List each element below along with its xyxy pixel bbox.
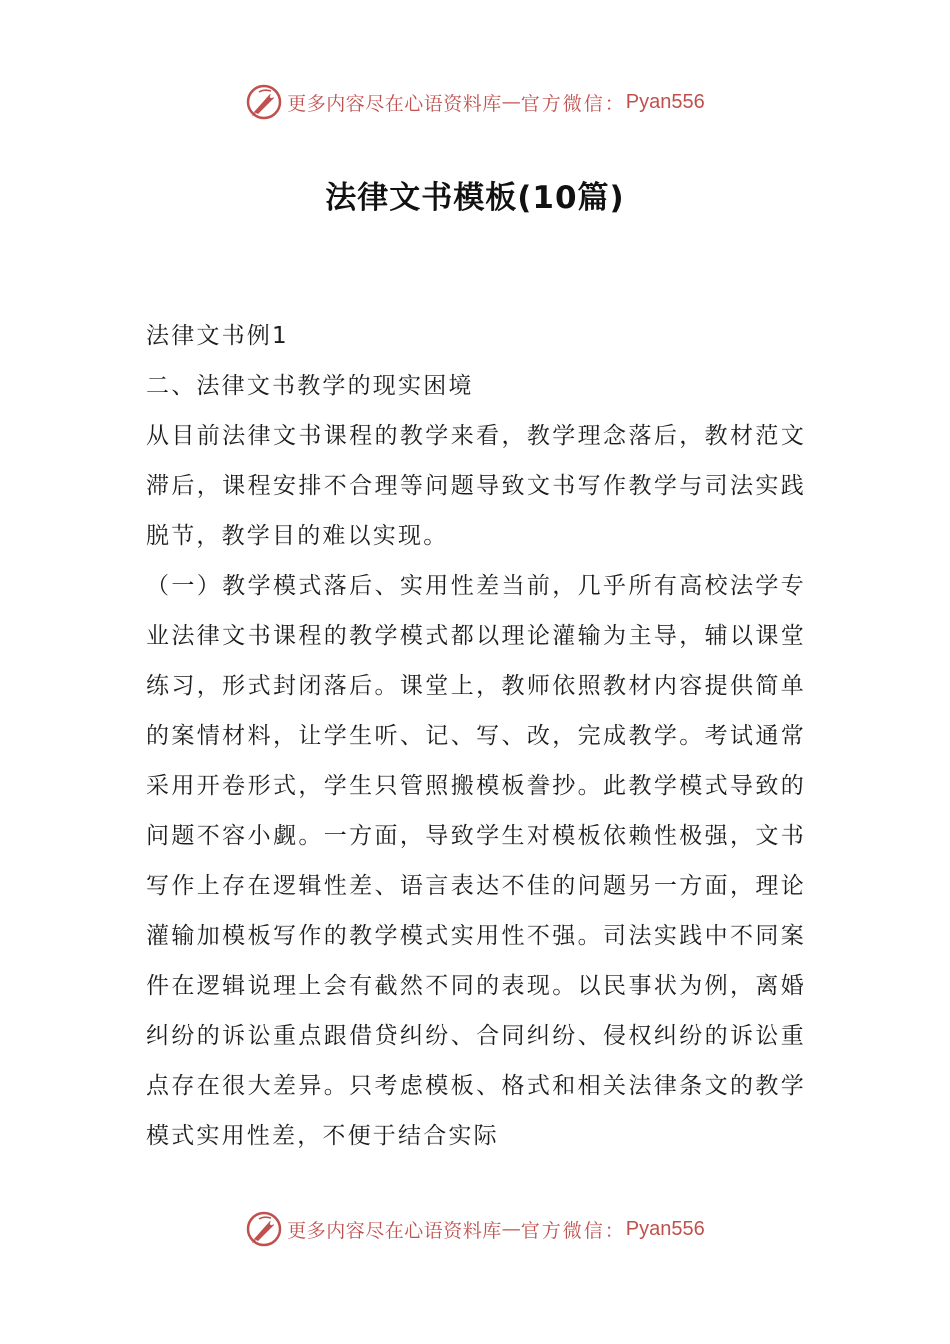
document-body xyxy=(146,311,806,1161)
watermark-wechat-label: 官方微信： xyxy=(520,92,626,115)
watermark-site-text: 更多内容尽在心语资料库 xyxy=(287,1219,502,1242)
body-paragraph: （一）教学模式落后、实用性差当前，几乎所有高校法学专业法律文书课程的教学模式都以理论灌输为主导，辅以课堂练习，形式封闭落后。课堂上，教师依照教材内容提供简单的案情材料，让学生听、记、写、改，完成教学。考试通常采用开卷形式，学生只管照搬模板誊抄。此教学模式导致的问题不容小觑。一方面，导致学生对模板依赖性极强，文书写作上存在逻辑性差、语言表达不佳的问题另一方面，理论灌输加模板写作的教学模式实用性不强。司法实践中不同案件在逻辑说理上会有截然不同的表现。以民事状为例，离婚纠纷的诉讼重点跟借贷纠纷、合同纠纷、侵权纠纷的诉讼重点存在很大差异。只考虑模板、格式和相关法律条文的教学模式实用性差，不便于结合实际 xyxy=(146,573,806,1149)
body-paragraph: 从目前法律文书课程的教学来看，教学理念落后，教材范文滞后，课程安排不合理等问题导致文书写作教学与司法实践脱节，教学目的难以实现。 xyxy=(146,423,806,549)
watermark-wechat-id: Pyan556 xyxy=(625,90,705,113)
footer-watermark-banner xyxy=(0,1207,950,1251)
header-watermark-banner xyxy=(0,80,950,124)
pen-nib-logo-icon xyxy=(245,83,283,121)
watermark-separator: — xyxy=(501,1218,521,1240)
watermark-site-text: 更多内容尽在心语资料库 xyxy=(287,92,502,115)
pen-nib-logo-icon xyxy=(245,1210,283,1248)
watermark-separator: — xyxy=(501,91,521,113)
watermark-wechat-label: 官方微信： xyxy=(520,1219,626,1242)
section-heading-example-1: 法律文书例1 xyxy=(146,323,289,349)
watermark-wechat-id: Pyan556 xyxy=(625,1217,705,1240)
subsection-heading: 二、法律文书教学的现实困境 xyxy=(146,373,474,399)
document-title: 法律文书模板(10篇) xyxy=(325,180,625,216)
